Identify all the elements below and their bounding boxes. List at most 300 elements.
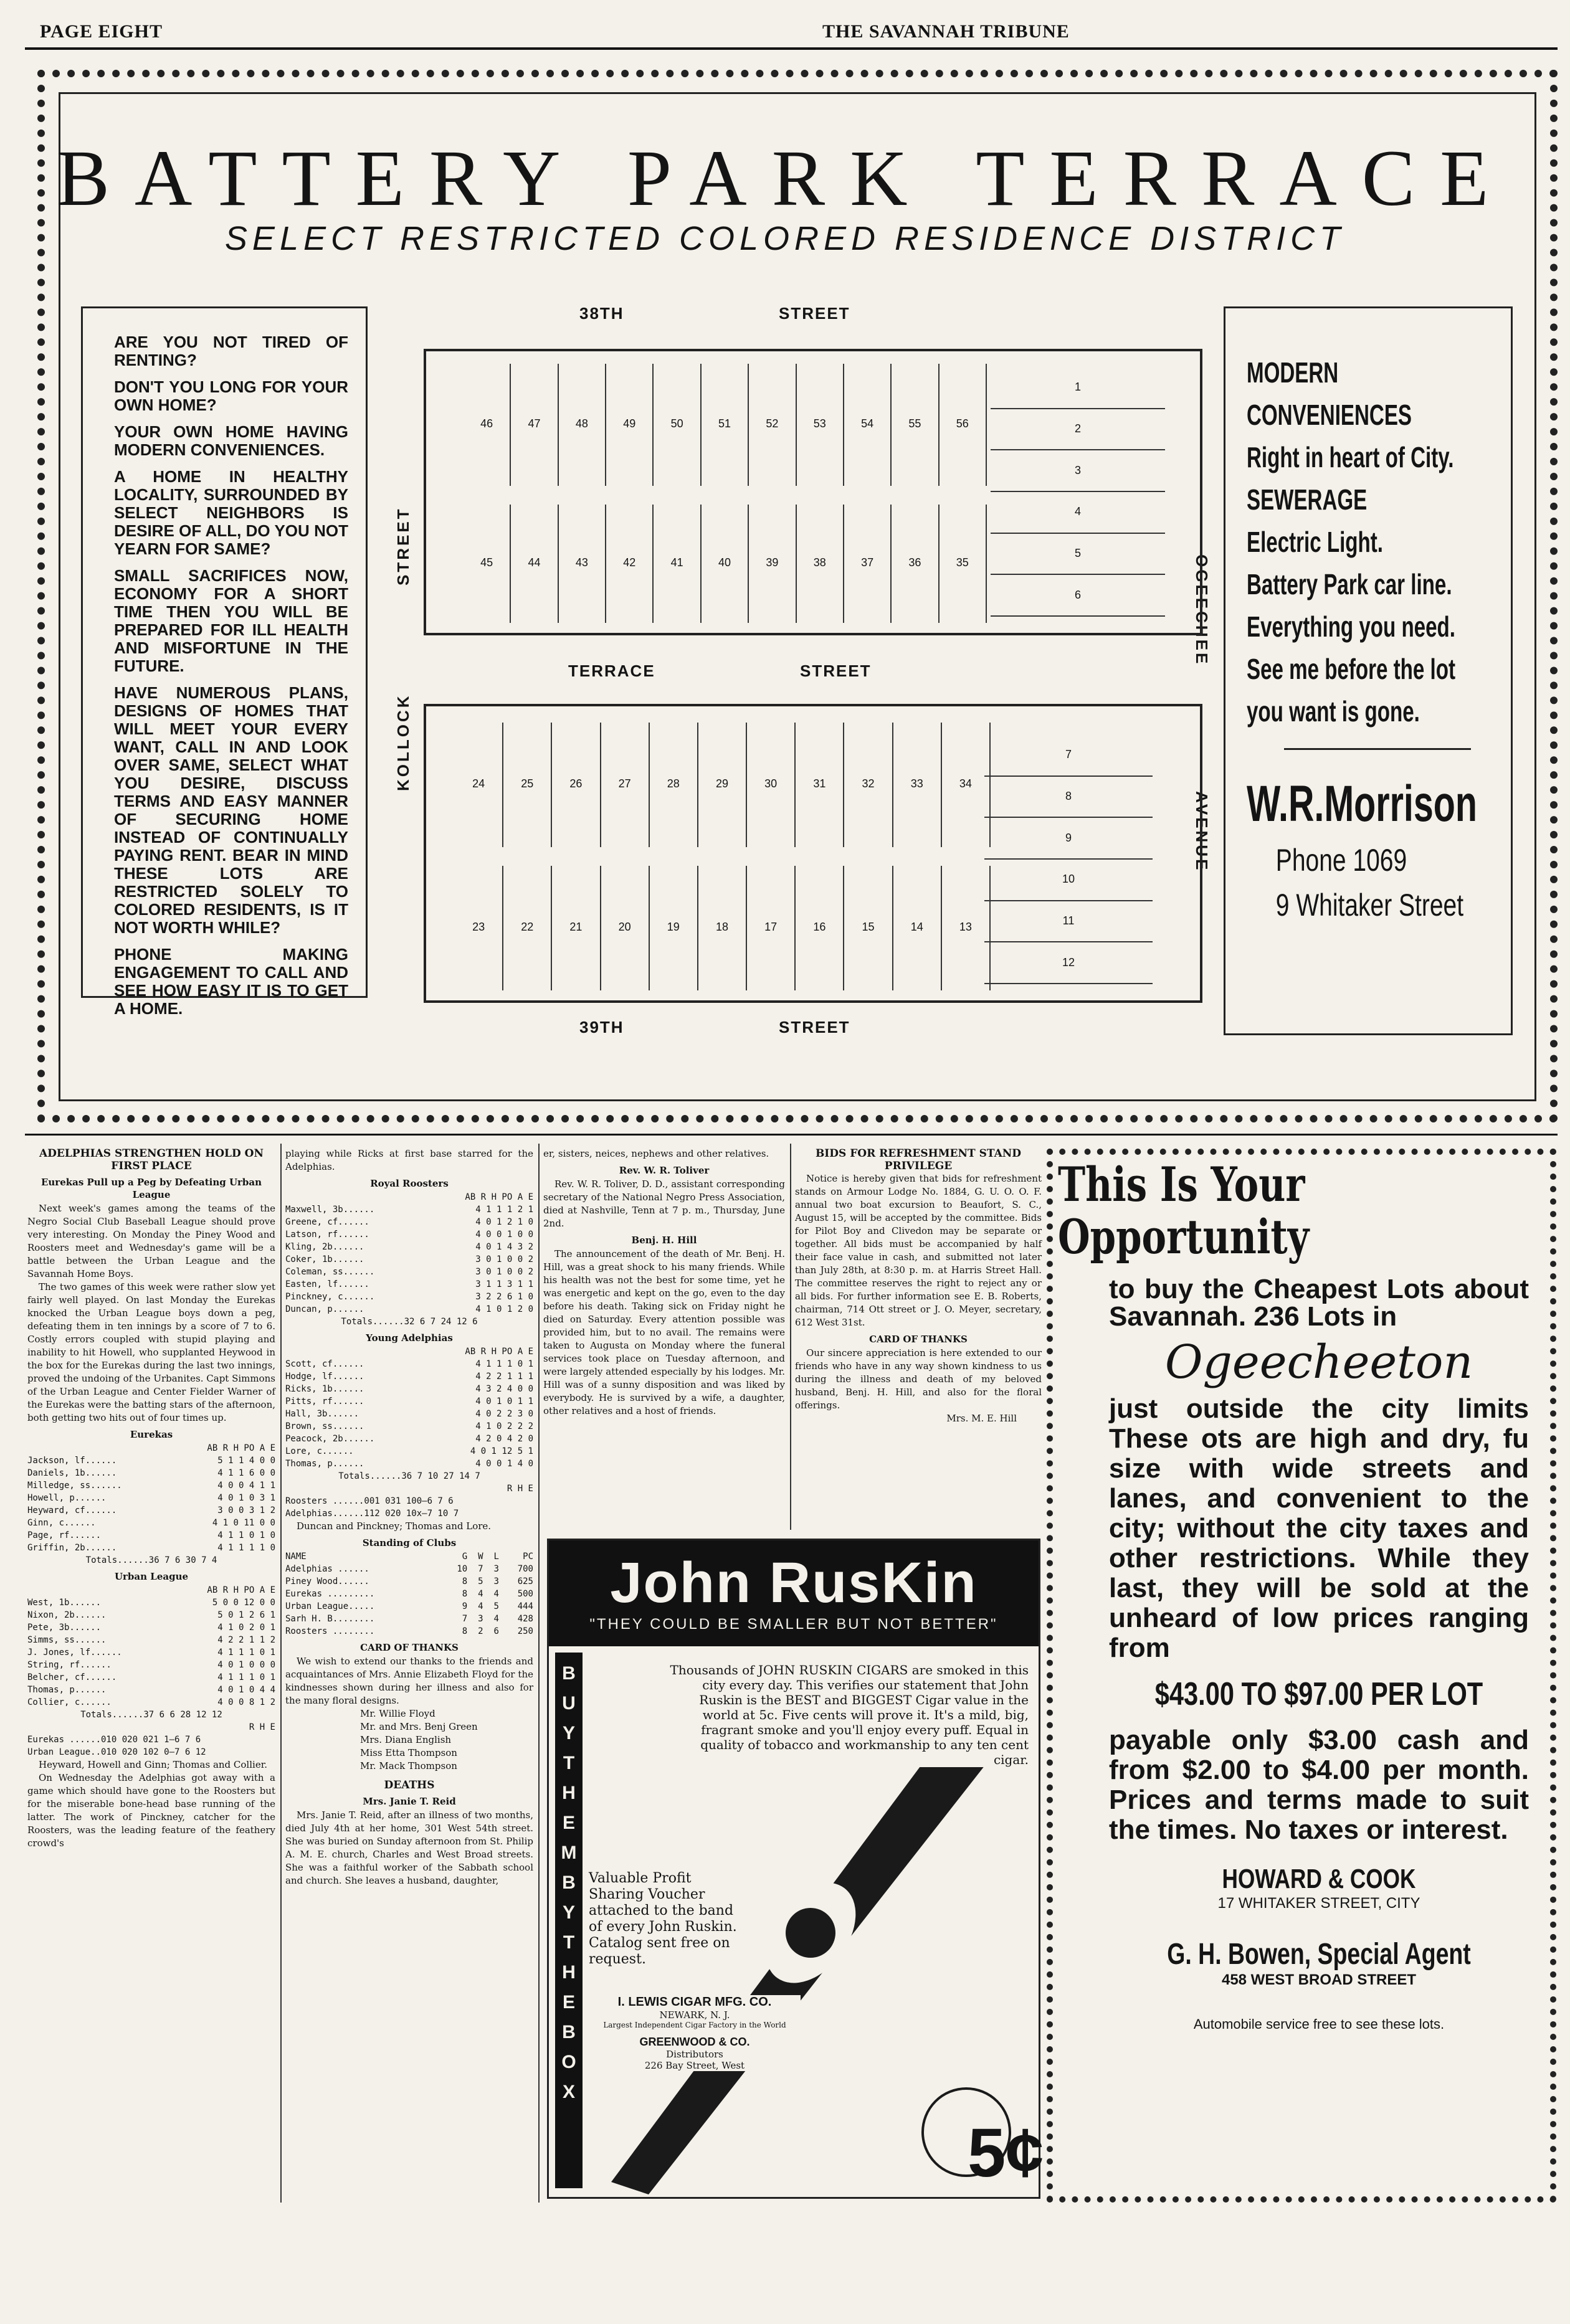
player-name: Nixon, 2b......: [27, 1610, 107, 1620]
player-stats: 4 1 1 6 0 0: [217, 1468, 275, 1478]
player-name: Jackson, lf......: [27, 1456, 117, 1466]
box-score-row: [285, 1203, 533, 1216]
box-score-row: [285, 1358, 533, 1370]
player-stats: 4 2 0 4 2 0: [475, 1434, 533, 1444]
totals: Totals......36 7 10 27 14 7: [338, 1471, 480, 1481]
lot-51: 51: [702, 364, 749, 486]
player-name: Hall, 3b......: [285, 1409, 359, 1419]
player-name: Howell, p......: [27, 1493, 107, 1503]
firm-name: HOWARD & COOK: [1222, 1864, 1416, 1894]
banner-letter: Y: [562, 1902, 575, 1923]
totals: Totals......32 6 7 24 12 6: [341, 1317, 478, 1327]
agent-phone: Phone 1069: [1275, 843, 1407, 878]
player-name: Duncan, p......: [285, 1304, 364, 1314]
standing-cell: 10: [457, 1564, 468, 1574]
thanks-title: CARD OF THANKS: [360, 1642, 459, 1653]
player-stats: 4 0 1 0 4 4: [217, 1685, 275, 1695]
standing-cell: Roosters ........: [285, 1626, 375, 1636]
lot-33: 33: [893, 723, 942, 847]
box-score-row: [27, 1492, 275, 1504]
box-score-row: [27, 1467, 275, 1479]
paragraph: Heyward, Howell and Ginn; Thomas and Collier.: [39, 1759, 267, 1770]
player-name: Greene, cf......: [285, 1217, 369, 1227]
column-roosters: [285, 1147, 533, 1887]
box-score-row: [27, 1504, 275, 1517]
lot-36: 36: [892, 505, 939, 623]
lot-44: 44: [511, 505, 558, 623]
player-name: J. Jones, lf......: [27, 1648, 122, 1658]
paragraph: We wish to extend our thanks to the friends and acquaintances of Mrs. Annie Elizabeth Floyd for the kindnesses shown during her illness and also for the many floral designs.: [285, 1656, 533, 1706]
box-score-row: [27, 1696, 275, 1709]
box-title: Royal Roosters: [370, 1178, 449, 1189]
box-score-row: [27, 1529, 275, 1542]
body-text: just outside the city limits These ots are high and dry, fu size with wide streets and lanes, and convenient to the city; without the city taxes and other restrictions. While they last, they will be sold at the unheard of low prices ranging from: [1109, 1393, 1529, 1663]
paragraph: Our sincere appreciation is here extended to our friends who have in any way shown kindness to us during the illness and death of my beloved husband, Benj. H. Hill, and also for the floral offerings.: [795, 1347, 1042, 1411]
banner-letter: E: [562, 1813, 575, 1833]
lot-46: 46: [464, 364, 511, 486]
player-stats: 3 2 2 6 1 0: [475, 1292, 533, 1302]
player-stats: 4 1 1 1 2 1: [475, 1205, 533, 1215]
player-stats: 4 1 1 1 0 1: [475, 1359, 533, 1369]
standing-row: [285, 1575, 533, 1588]
signature: Mrs. M. E. Hill: [946, 1413, 1017, 1424]
section-rule: [25, 1134, 1558, 1136]
player-name: Coleman, ss......: [285, 1267, 375, 1277]
box-score-row: [27, 1517, 275, 1529]
player-name: Daniels, 1b......: [27, 1468, 117, 1478]
player-stats: 4 0 0 1 4 0: [475, 1459, 533, 1469]
player-name: West, 1b......: [27, 1598, 102, 1608]
lot-2: 2: [991, 409, 1165, 451]
price-range: $43.00 TO $97.00 PER LOT: [1154, 1676, 1483, 1712]
player-stats: 3 0 1 0 0 2: [475, 1254, 533, 1264]
banner-letter: T: [563, 1753, 575, 1773]
terms-text: payable only $3.00 cash and from $2.00 to $4.00 per month. Prices and terms made to suit the times. No taxes or interest.: [1109, 1725, 1529, 1845]
banner-letter: H: [562, 1783, 576, 1803]
firm-address: 17 WHITAKER STREET, CITY: [1217, 1895, 1420, 1912]
lot-52: 52: [749, 364, 796, 486]
player-stats: 4 0 1 0 1 1: [475, 1397, 533, 1406]
lot-34: 34: [942, 723, 991, 847]
player-name: Easten, lf......: [285, 1279, 369, 1289]
player-name: Kling, 2b......: [285, 1242, 364, 1252]
player-stats: 4 1 0 1 2 0: [475, 1304, 533, 1314]
standing-cell: 500: [517, 1589, 533, 1599]
headline: BIDS FOR REFRESHMENT STAND PRIVILEGE: [815, 1147, 1022, 1172]
banner-letter: B: [562, 2022, 576, 2042]
column-obituaries: [543, 1147, 785, 1418]
lot-9: 9: [984, 818, 1153, 860]
box-score-row: [285, 1253, 533, 1266]
paragraph: The announcement of the death of Mr. Benj. H. Hill, was a great shock to his many friends. While his health was not the best for some time, yet he was energetic and kept on the go, even to the day before his death. Taking sick on Friday night he died on Saturday. Every attention possible was provided him, but to no avail. The remains were taken to Augusta on Monday where the funeral services took place on Tuesday afternoon, and were largely attended especially by his lodges. Mr. Hill was of a sunny disposition and was liked by everybody. He is survived by a wife, a daughter, other relatives and a host of friends.: [543, 1248, 785, 1416]
box-score-row: [285, 1458, 533, 1470]
score-head: R H E: [249, 1722, 275, 1732]
standing-head: G: [462, 1552, 468, 1562]
lot-55: 55: [892, 364, 939, 486]
player-name: Coker, 1b......: [285, 1254, 364, 1264]
standing-cell: Urban League.....: [285, 1601, 375, 1611]
agent-address: 9 Whitaker Street: [1275, 888, 1464, 922]
conveniences-line: See me before the lot: [1247, 653, 1455, 685]
lot-50: 50: [654, 364, 701, 486]
player-stats: 4 1 1 1 0 1: [217, 1648, 275, 1658]
column-rule: [790, 1144, 791, 1530]
box-score-row: [27, 1659, 275, 1671]
box-head: AB R H PO A E: [465, 1347, 533, 1357]
box-score-row: [285, 1216, 533, 1228]
player-name: Milledge, ss......: [27, 1481, 122, 1491]
column-baseball: [27, 1147, 275, 1850]
player-stats: 4 0 1 4 3 2: [475, 1242, 533, 1252]
conveniences-line: MODERN: [1247, 356, 1339, 389]
lot-1: 1: [991, 368, 1165, 409]
player-stats: 4 0 1 12 5 1: [470, 1446, 533, 1456]
player-name: Ricks, 1b......: [285, 1384, 364, 1394]
line-score: Adelphias......112 020 10x—7 10 7: [285, 1509, 459, 1519]
lot-4: 4: [991, 492, 1165, 534]
player-name: Belcher, cf......: [27, 1672, 117, 1682]
price-badge: 5¢: [968, 2115, 1044, 2191]
box-score-row: [27, 1542, 275, 1554]
divider: [1284, 748, 1471, 750]
standing-cell: 7: [462, 1614, 468, 1624]
standing-cell: 4: [478, 1601, 483, 1611]
banner-letter: U: [562, 1693, 576, 1714]
street-38th-label: STREET: [779, 304, 850, 323]
standing-cell: 3: [493, 1564, 499, 1574]
conveniences-line: SEWERAGE: [1247, 483, 1368, 516]
page-number: PAGE EIGHT: [40, 21, 163, 42]
copy-paragraph: ARE YOU NOT TIRED OF RENTING?: [114, 333, 348, 369]
paragraph: Rev. W. R. Toliver, D. D., assistant corresponding secretary of the National Negro Press Association, died at Nashville, Tenn at 7 p. m., Thursday, June 2nd.: [543, 1179, 785, 1229]
signer: Mr. and Mrs. Benj Green: [360, 1721, 478, 1732]
maker-city: NEWARK, N. J.: [659, 2009, 730, 2021]
score-head: R H E: [507, 1484, 533, 1494]
lot-11: 11: [984, 901, 1153, 943]
street-39th: 39TH: [579, 1018, 624, 1036]
distributor-role: Distributors: [666, 2049, 723, 2060]
box-score-row: [285, 1266, 533, 1278]
copy-paragraph: SMALL SACRIFICES NOW, ECONOMY FOR A SHORT TIME THEN YOU WILL BE PREPARED FOR ILL HEALTH AND MISFORTUNE IN THE FUTURE.: [114, 566, 348, 675]
lot-16: 16: [796, 866, 844, 990]
agent-address: 458 WEST BROAD STREET: [1221, 1971, 1417, 1988]
banner-letter: H: [562, 1962, 576, 1983]
lot-56: 56: [940, 364, 987, 486]
standing-cell: 5: [478, 1577, 483, 1586]
lot-26: 26: [552, 723, 601, 847]
standing-cell: 250: [517, 1626, 533, 1636]
standing-cell: 8: [462, 1577, 468, 1586]
title-line: Opportunity: [1058, 1209, 1310, 1264]
street-ogeechee: OGEECHEE: [1192, 554, 1211, 666]
player-stats: 4 2 2 1 1 1: [475, 1372, 533, 1382]
box-score-row: [27, 1479, 275, 1492]
player-name: Heyward, cf......: [27, 1506, 117, 1515]
banner-letter: E: [562, 1992, 575, 2013]
street-terrace-label: STREET: [800, 662, 872, 680]
banner-letter: X: [562, 2082, 575, 2102]
box-head: AB R H PO A E: [465, 1192, 533, 1202]
lot-42: 42: [606, 505, 654, 623]
box-score-row: [285, 1433, 533, 1445]
player-stats: 5 0 1 2 6 1: [217, 1610, 275, 1620]
lot-47: 47: [511, 364, 558, 486]
box-score-row: [27, 1671, 275, 1684]
lot-6: 6: [991, 575, 1165, 617]
player-stats: 4 1 0 2 0 1: [217, 1623, 275, 1633]
thanks-signers: [285, 1707, 533, 1773]
standing-cell: 700: [517, 1564, 533, 1574]
copy-paragraph: PHONE MAKING ENGAGEMENT TO CALL AND SEE HOW EASY IT IS TO GET A HOME.: [114, 945, 348, 1018]
banner-letter: M: [561, 1843, 577, 1863]
paragraph: playing while Ricks at first base starred for the Adelphias.: [285, 1148, 533, 1172]
opportunity-ad: [1047, 1149, 1556, 2203]
standing-cell: Eurekas .........: [285, 1589, 375, 1599]
box-score-row: [27, 1454, 275, 1467]
box-head: AB R H PO A E: [207, 1585, 275, 1595]
player-stats: 4 0 2 2 3 0: [475, 1409, 533, 1419]
player-name: Maxwell, 3b......: [285, 1205, 375, 1215]
copy-paragraph: DON'T YOU LONG FOR YOUR OWN HOME?: [114, 377, 348, 414]
ad-left-copy: [81, 306, 368, 1018]
headline: ADELPHIAS STRENGTHEN HOLD ON FIRST PLACE: [39, 1147, 264, 1172]
standing-head: NAME: [285, 1552, 307, 1562]
standing-cell: 4: [478, 1589, 483, 1599]
line-score: Urban League..010 020 102 0—7 6 12: [27, 1747, 206, 1757]
standing-cell: Sarh H. B........: [285, 1614, 375, 1624]
deaths-title: DEATHS: [384, 1779, 435, 1791]
lot-48: 48: [559, 364, 606, 486]
conveniences-line: Right in heart of City.: [1247, 441, 1454, 473]
player-stats: 4 0 1 0 3 1: [217, 1493, 275, 1503]
box-title: Young Adelphias: [366, 1332, 453, 1344]
standings-title: Standing of Clubs: [362, 1537, 457, 1549]
player-name: Hodge, lf......: [285, 1372, 364, 1382]
box-score-row: [285, 1408, 533, 1420]
copy-paragraph: HAVE NUMEROUS PLANS, DESIGNS OF HOMES THAT WILL MEET YOUR EVERY WANT, CALL IN AND LOOK OVER SAME, SELECT WHAT YOU DESIRE, DISCUSS TERMS AND EASY MANNER OF SECURING HOME INSTEAD OF CONTINUALLY PAYING RENT. BEAR IN MIND THESE LOTS ARE RESTRICTED SOLELY TO COLORED RESIDENTS, IS IT NOT WORTH WHILE?: [114, 683, 348, 937]
conveniences-line: Battery Park car line.: [1247, 568, 1452, 600]
player-stats: 4 0 0 8 1 2: [217, 1697, 275, 1707]
signer: Miss Etta Thompson: [360, 1747, 457, 1758]
lot-14: 14: [893, 866, 942, 990]
player-stats: 3 1 1 3 1 1: [475, 1279, 533, 1289]
box-score-row: [27, 1621, 275, 1634]
standing-row: [285, 1588, 533, 1600]
box-score-row: [285, 1445, 533, 1458]
lot-35: 35: [940, 505, 987, 623]
signer: Mr. Willie Floyd: [360, 1708, 435, 1719]
lot-31: 31: [796, 723, 844, 847]
brand-name: John RusKin: [610, 1551, 978, 1615]
standing-head: L: [493, 1552, 499, 1562]
standing-cell: 2: [478, 1626, 483, 1636]
lot-17: 17: [747, 866, 796, 990]
conveniences-line: Electric Light.: [1247, 526, 1384, 558]
lot-5: 5: [991, 534, 1165, 576]
ad-right-copy: [1224, 306, 1513, 1035]
player-name: Ginn, c......: [27, 1518, 96, 1528]
lot-7: 7: [984, 735, 1153, 777]
paragraph: The two games of this week were rather slow yet fairly well played. On last Monday the Eurekas knocked the Urban League boys down a peg, defeating them in ten innings by a score of 7 to 6. Costly errors coupled with stupid playing and inability to hit Howell, who supplanted Heywood in the box for the Eurekas during the last two innings, proved the undoing of the Urbanites. Capt Simmons of the Urban League and Center Fielder Warner of the Eurekas were the batting stars of the afternoon, both getting two hits out of four times up.: [27, 1281, 276, 1423]
street-avenue-label: AVENUE: [1192, 791, 1211, 873]
player-name: Collier, c......: [27, 1697, 112, 1707]
lot-19: 19: [650, 866, 698, 990]
lot-27: 27: [601, 723, 650, 847]
player-stats: 4 1 1 1 0 1: [217, 1672, 275, 1682]
street-kollock: KOLLOCK: [394, 693, 412, 791]
standing-cell: 9: [462, 1601, 468, 1611]
box-score-row: [27, 1596, 275, 1609]
lot-18: 18: [698, 866, 747, 990]
player-stats: 4 2 2 1 1 2: [217, 1635, 275, 1645]
ad-title: BATTERY PARK TERRACE: [56, 134, 1514, 222]
lot-30: 30: [747, 723, 796, 847]
box-score-roosters: [285, 1191, 533, 1316]
lot-53: 53: [797, 364, 844, 486]
standing-cell: 3: [493, 1577, 499, 1586]
banner-letter: T: [563, 1932, 575, 1953]
standing-cell: 6: [493, 1626, 499, 1636]
box-score-row: [285, 1228, 533, 1241]
standing-cell: 625: [517, 1577, 533, 1586]
player-stats: 4 0 0 1 0 0: [475, 1230, 533, 1240]
standing-cell: 7: [478, 1564, 483, 1574]
street-38th: 38TH: [579, 304, 624, 323]
player-name: Lore, c......: [285, 1446, 354, 1456]
player-name: Griffin, 2b......: [27, 1543, 117, 1553]
lot-41: 41: [654, 505, 701, 623]
distributor-address: 226 Bay Street, West: [644, 2060, 745, 2071]
lot-38: 38: [797, 505, 844, 623]
street-39th-label: STREET: [779, 1018, 850, 1036]
player-stats: 4 0 1 0 0 0: [217, 1660, 275, 1670]
obituary-title: Benj. H. Hill: [631, 1235, 697, 1246]
banner-letter: B: [562, 1663, 576, 1684]
box-title: Eurekas: [130, 1429, 173, 1440]
box-head: AB R H PO A E: [207, 1443, 275, 1453]
box-score-row: [285, 1370, 533, 1383]
opportunity-title: [1053, 1155, 1550, 1263]
cigar-copy: Thousands of JOHN RUSKIN CIGARS are smoked in this city every day. This verifies our statement that John Ruskin is the BEST and BIGGEST Cigar value in the world at 5c. Five cents will prove it. It's a mild, big, fragrant smoke and you'll enjoy every puff. Equal in quality of tobacco and workmanship to any ten cent cigar.: [667, 1662, 1029, 1767]
box-score-row: [27, 1609, 275, 1621]
lot-24: 24: [455, 723, 503, 847]
lot-29: 29: [698, 723, 747, 847]
lead-text: to buy the Cheapest Lots about Savannah. 236 Lots in: [1109, 1274, 1529, 1332]
player-name: Pete, 3b......: [27, 1623, 102, 1633]
conveniences-line: CONVENIENCES: [1247, 399, 1412, 431]
lot-43: 43: [559, 505, 606, 623]
lot-32: 32: [844, 723, 893, 847]
agent-name: G. H. Bowen, Special Agent: [1167, 1938, 1471, 1971]
box-title: Urban League: [114, 1571, 189, 1582]
lot-49: 49: [606, 364, 654, 486]
box-score-row: [285, 1420, 533, 1433]
lot-3: 3: [991, 450, 1165, 492]
copy-paragraph: A HOME IN HEALTHY LOCALITY, SURROUNDED BY SELECT NEIGHBORS IS DESIRE OF ALL, DO YOU NOT YEARN FOR SAME?: [114, 467, 348, 558]
copy-paragraph: YOUR OWN HOME HAVING MODERN CONVENIENCES.: [114, 422, 348, 459]
player-name: Thomas, p......: [27, 1685, 107, 1695]
standing-cell: 8: [462, 1626, 468, 1636]
place-name: Ogeecheeton: [1164, 1335, 1473, 1389]
ad-subtitle: SELECT RESTRICTED COLORED RESIDENCE DISTRICT: [224, 220, 1346, 257]
signer: Mrs. Diana English: [360, 1734, 452, 1745]
totals: Totals......36 7 6 30 7 4: [85, 1555, 217, 1565]
player-stats: 4 1 1 1 1 0: [217, 1543, 275, 1553]
lot-15: 15: [844, 866, 893, 990]
box-score-row: [285, 1241, 533, 1253]
paragraph: Next week's games among the teams of the Negro Social Club Baseball League should prove very interesting. On Monday the Piney Wood and Roosters meet and Wednesday's game will be a battle between the Urban League and the Savannah Home Boys.: [27, 1203, 275, 1279]
player-stats: 4 0 0 4 1 1: [217, 1481, 275, 1491]
standing-head: W: [478, 1552, 483, 1562]
maker-note: Largest Independent Cigar Factory in the World: [603, 2021, 786, 2029]
banner-letter: B: [562, 1872, 576, 1893]
vertical-banner-text: [558, 1659, 580, 2107]
lot-54: 54: [844, 364, 892, 486]
street-kollock-label: STREET: [394, 506, 412, 586]
standing-cell: 5: [493, 1601, 499, 1611]
obituary-title: Mrs. Janie T. Reid: [363, 1796, 456, 1807]
obituary-title: Rev. W. R. Toliver: [619, 1165, 710, 1176]
box-score-row: [285, 1395, 533, 1408]
box-score-urban: [27, 1584, 275, 1709]
lot-8: 8: [984, 777, 1153, 818]
standing-cell: Piney Wood......: [285, 1577, 369, 1586]
newspaper-name: THE SAVANNAH TRIBUNE: [822, 21, 1070, 42]
box-score-row: [285, 1291, 533, 1303]
player-name: String, rf......: [27, 1660, 112, 1670]
box-score-row: [285, 1303, 533, 1316]
paragraph: er, sisters, neices, nephews and other relatives.: [543, 1148, 769, 1159]
player-stats: 4 0 1 2 1 0: [475, 1217, 533, 1227]
opportunity-body: [1053, 1263, 1550, 2032]
player-name: Brown, ss......: [285, 1421, 364, 1431]
auto-service: Automobile service free to see these lots.: [1193, 2016, 1445, 2032]
standing-row: [285, 1563, 533, 1575]
paragraph: Mrs. Janie T. Reid, after an illness of two months, died July 4th at her home, 301 West 54th street. She was buried on Sunday afternoon from St. Philip A. M. E. church, Charles and West Broad streets. She was a faithful worker of the Sabbath school and church. She leaves a husband, daughter,: [285, 1809, 533, 1886]
street-terrace: TERRACE: [568, 662, 655, 680]
lot-37: 37: [844, 505, 892, 623]
column-rule: [538, 1144, 540, 2203]
standing-row: [285, 1600, 533, 1613]
thanks-title: CARD OF THANKS: [869, 1334, 968, 1345]
player-name: Pinckney, c......: [285, 1292, 375, 1302]
player-name: Pitts, rf......: [285, 1397, 364, 1406]
box-score-row: [285, 1278, 533, 1291]
player-name: Scott, cf......: [285, 1359, 364, 1369]
standing-cell: 8: [462, 1589, 468, 1599]
lot-22: 22: [503, 866, 552, 990]
lot-23: 23: [455, 866, 503, 990]
agent-name: W.R.Morrison: [1247, 775, 1477, 832]
player-name: Simms, ss......: [27, 1635, 107, 1645]
conveniences-line: Everything you need.: [1247, 610, 1455, 643]
box-score-row: [285, 1383, 533, 1395]
player-stats: 3 0 1 0 0 2: [475, 1267, 533, 1277]
cigar-ad-header: [549, 1540, 1039, 1646]
lot-13: 13: [942, 866, 991, 990]
distributor-name: GREENWOOD & CO.: [639, 2036, 750, 2048]
brand-tagline: "THEY COULD BE SMALLER BUT NOT BETTER": [589, 1616, 998, 1633]
player-stats: 3 0 0 3 1 2: [217, 1506, 275, 1515]
player-name: Peacock, 2b......: [285, 1434, 375, 1444]
player-stats: 4 3 2 4 0 0: [475, 1384, 533, 1394]
paragraph: Duncan and Pinckney; Thomas and Lore.: [297, 1520, 492, 1532]
box-score-row: [27, 1684, 275, 1696]
lot-10: 10: [984, 860, 1153, 901]
banner-letter: O: [561, 2052, 576, 2072]
column-rule: [280, 1144, 282, 2203]
lot-12: 12: [984, 942, 1153, 984]
